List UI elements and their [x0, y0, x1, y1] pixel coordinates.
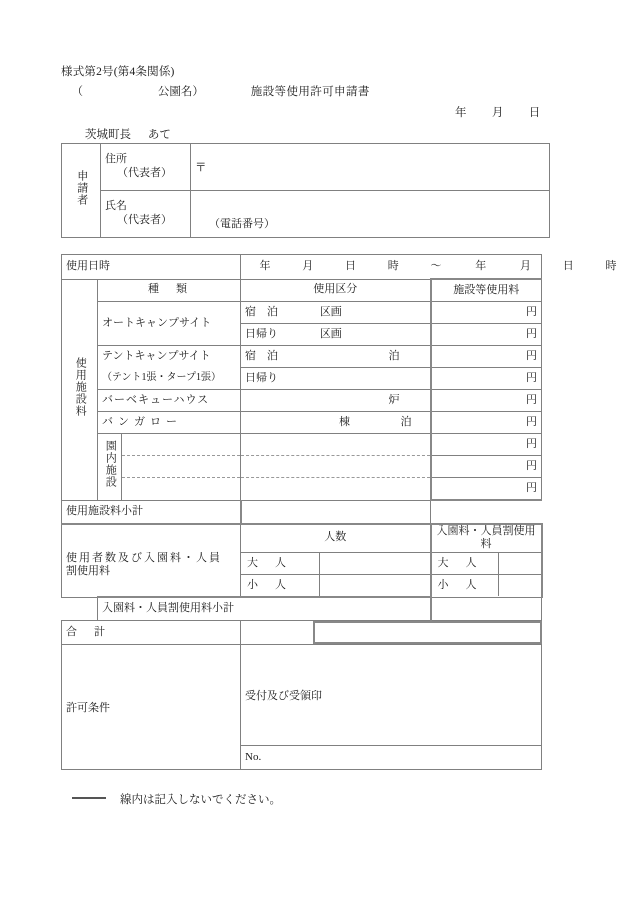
address-label: 住所 [105, 153, 127, 166]
usage-datetime-label: 使用日時 [62, 255, 241, 280]
yen-unit: 円 [526, 481, 538, 494]
division-label: 宿 泊 [245, 349, 279, 362]
receipt-seal-label: 受付及び受領印 [245, 689, 323, 702]
table-row [62, 302, 542, 324]
yen-unit: 円 [526, 393, 538, 406]
footnote-text: 線内は記入しないでください。 [120, 794, 281, 806]
child-fee-label: 小 人 [432, 575, 499, 596]
addressee-line [85, 126, 171, 142]
park-facility-name-cell[interactable] [122, 434, 241, 456]
division-unit: 区画 [319, 305, 342, 318]
adult-count-value[interactable] [320, 553, 430, 574]
page-title: 施設等使用許可申請書 [250, 86, 370, 98]
visitors-section-label-line1: 使用者数及び入園料・人員 [66, 551, 222, 564]
facility-type-barbecue-house: バーベキューハウス [98, 390, 241, 412]
usage-datetime-row [62, 255, 542, 280]
division-label: 宿 泊 [245, 305, 279, 318]
addressee-name: 茨城町長 [85, 129, 131, 141]
yen-unit: 円 [526, 459, 538, 472]
address-label-cell [101, 144, 191, 191]
facility-fee-cell[interactable] [431, 324, 542, 346]
main-form-table [61, 254, 617, 770]
date-day-label: 日 [528, 107, 541, 119]
phone-label: （電話番号） [209, 218, 275, 231]
division-unit: 炉 [388, 393, 400, 406]
table-row [62, 412, 542, 434]
applicant-row-label: 申請者 [62, 144, 101, 238]
facility-division-cell[interactable] [241, 346, 431, 368]
usage-datetime-fields[interactable] [241, 255, 617, 280]
table-row [62, 390, 542, 412]
address-input-cell[interactable] [191, 144, 550, 191]
address-sub-label: （代表者） [117, 167, 172, 179]
facility-side-label: 使用施設料 [62, 279, 98, 500]
date-month-label: 月 [491, 107, 504, 119]
name-sub-label: （代表者） [117, 214, 172, 226]
visitors-subtotal-value[interactable] [431, 597, 542, 621]
visitors-subtotal-label: 入園料・人員割使用料小計 [98, 597, 431, 621]
tilde-separator: 〜 [430, 259, 442, 272]
total-row [62, 621, 542, 645]
postal-mark: 〒 [195, 162, 207, 175]
facility-type-bungalow: バンガロー [98, 412, 241, 434]
footnote [72, 791, 281, 807]
facility-division-cell[interactable] [241, 324, 431, 346]
facility-subtotal-row [62, 500, 542, 524]
bottom-row [62, 645, 542, 746]
park-facility-fee-cell[interactable] [431, 434, 542, 456]
column-header-person-count: 人数 [241, 524, 431, 553]
total-value-wrap [241, 621, 542, 645]
facility-division-cell[interactable] [241, 412, 431, 434]
division-label: 日帰り [245, 327, 279, 340]
division-unit: 泊 [388, 349, 400, 362]
total-label: 合 計 [62, 621, 241, 645]
adult-fee-value[interactable] [498, 553, 541, 574]
visitors-section-label-line2: 割使用料 [66, 565, 110, 578]
facility-fee-cell[interactable] [431, 412, 542, 434]
table-row [62, 346, 542, 368]
receipt-number-cell[interactable] [241, 746, 542, 770]
yen-unit: 円 [526, 437, 538, 450]
facility-subtotal-label: 使用施設料小計 [62, 500, 241, 524]
from-month: 月 [302, 259, 314, 272]
facility-type-tent-camp-note: （テント1張・タープ1張） [98, 368, 241, 390]
table-row [62, 191, 550, 238]
adult-count-cell [241, 553, 431, 575]
addressee-suffix: あて [147, 129, 171, 141]
submission-date-line [455, 104, 540, 120]
division-label: 日帰り [245, 371, 279, 384]
table-row [62, 368, 542, 390]
visitors-subtotal-row [62, 597, 542, 621]
park-facility-label: 園内施設 [98, 434, 122, 501]
facility-division-cell[interactable] [241, 390, 431, 412]
visitors-header-row [62, 524, 542, 553]
applicant-table [61, 143, 550, 238]
facility-division-cell[interactable] [241, 302, 431, 324]
facility-fee-cell[interactable] [431, 346, 542, 368]
child-count-value[interactable] [320, 575, 430, 596]
facility-fee-cell[interactable] [431, 302, 542, 324]
to-year: 年 [475, 259, 487, 272]
yen-unit: 円 [526, 327, 538, 340]
to-month: 月 [520, 259, 532, 272]
park-facility-division-cell[interactable] [241, 456, 431, 478]
yen-unit: 円 [526, 371, 538, 384]
park-facility-fee-cell[interactable] [431, 456, 542, 478]
paren-open: （ [71, 86, 83, 98]
facility-subtotal-value[interactable] [241, 500, 431, 524]
spacer-cell [62, 597, 98, 621]
total-value-box[interactable] [313, 621, 542, 644]
child-count-label: 小 人 [241, 575, 320, 596]
facility-fee-cell[interactable] [431, 390, 542, 412]
name-label-cell [101, 191, 191, 238]
to-hour: 時 [605, 259, 617, 272]
facility-division-cell[interactable] [241, 368, 431, 390]
table-row [62, 434, 542, 456]
adult-fee-label: 大 人 [432, 553, 499, 574]
facility-type-auto-camp: オートキャンプサイト [98, 302, 241, 346]
conditions-label: 許可条件 [66, 701, 110, 714]
date-year-label: 年 [455, 107, 467, 119]
table-row [62, 144, 550, 191]
column-header-fee: 施設等使用料 [431, 279, 542, 302]
receipt-seal-cell[interactable] [241, 645, 542, 746]
to-day: 日 [562, 259, 574, 272]
division-unit-building: 棟 [339, 415, 351, 428]
from-year: 年 [259, 259, 271, 272]
table-row [62, 478, 542, 501]
park-facility-division-cell[interactable] [241, 478, 431, 501]
facility-header-row [62, 279, 542, 302]
rule-icon [72, 797, 106, 799]
park-name-label: 公園名） [157, 86, 204, 98]
park-and-title-line [61, 83, 541, 99]
name-phone-input-cell[interactable] [191, 191, 550, 238]
column-header-division: 使用区分 [241, 279, 431, 302]
form-number: 様式第2号(第4条関係) [61, 66, 175, 78]
child-fee-value[interactable] [498, 575, 541, 596]
yen-unit: 円 [526, 305, 538, 318]
name-label: 氏名 [105, 200, 127, 213]
adult-fee-cell [431, 553, 542, 575]
from-hour: 時 [387, 259, 399, 272]
child-count-cell [241, 575, 431, 598]
conditions-cell[interactable] [62, 645, 241, 770]
facility-fee-cell[interactable] [431, 368, 542, 390]
park-facility-name-cell[interactable] [122, 456, 241, 478]
visitors-section-label [62, 524, 241, 598]
park-facility-division-cell[interactable] [241, 434, 431, 456]
park-facility-fee-cell[interactable] [431, 478, 542, 501]
receipt-number-label: No. [245, 750, 262, 763]
yen-unit: 円 [526, 415, 538, 428]
yen-unit: 円 [526, 349, 538, 362]
child-fee-cell [431, 575, 542, 598]
park-facility-name-cell[interactable] [122, 478, 241, 501]
division-unit-night: 泊 [400, 415, 412, 428]
from-day: 日 [345, 259, 357, 272]
division-unit: 区画 [319, 327, 342, 340]
column-header-type: 種 類 [98, 279, 241, 302]
column-header-entry-fee: 入園料・人員割使用料 [431, 524, 542, 553]
table-row [62, 456, 542, 478]
adult-count-label: 大 人 [241, 553, 320, 574]
facility-type-tent-camp: テントキャンプサイト [98, 346, 241, 368]
